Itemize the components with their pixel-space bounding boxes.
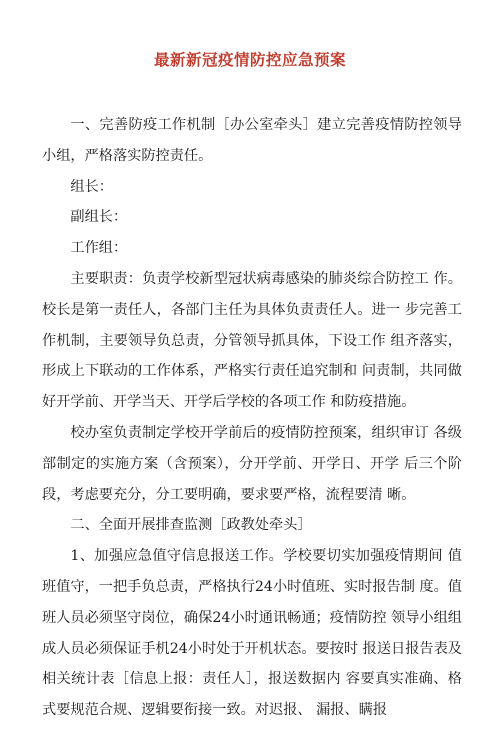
leader-line: 组长： <box>70 178 113 195</box>
section-1-heading: 一、完善防疫工作机制［办公室牵头］建立完善疫情防控领导小组，严格落实防控责任。 <box>42 117 462 164</box>
office-duties-paragraph: 校办室负责制定学校开学前后的疫情防控预案，组织审订 各级部制定的实施方案（含预案），分开学前、开学日、开学 后三个阶段，考虑要充分，分工要明确，要求要严格，流程要清 晰。 <box>42 424 462 503</box>
duty-reporting-paragraph: 1、加强应急值守信息报送工作。学校要切实加强疫情期间 值班值守，一把手负总责，严格执行24小时值班、实时报告制 度。值班人员必须坚守岗位，确保24小时通讯畅通；疫情防控 领导小组组成人员必须保证手机24小时处于开机状态。要按时 报送日报告表及相关统计表［信息上报：责任人］，报送数据内 容要真实准确、格式要规范合规、逻辑要衔接一致。对迟报、 漏报、瞒报 <box>42 548 462 719</box>
section-2-heading: 二、全面开展排查监测［政教处牵头］ <box>70 517 312 534</box>
main-duties-paragraph: 主要职责：负责学校新型冠状病毒感染的肺炎综合防控工 作。校长是第一责任人，各部门主任为具体负责责任人。进一 步完善工作机制，主要领导负总责，分管领导抓具体，下设工作 组齐落实，形成上下联动的工作体系，严格实行责任追究制和 问责制，共同做好开学前、开学当天、开学后学校的各项工作 和防疫措施。 <box>42 270 462 411</box>
document-body <box>42 110 462 726</box>
work-group-line: 工作组： <box>70 240 128 257</box>
deputy-leader-line: 副组长： <box>70 209 128 226</box>
document-title: 最新新冠疫情防控应急预案 <box>153 51 346 69</box>
